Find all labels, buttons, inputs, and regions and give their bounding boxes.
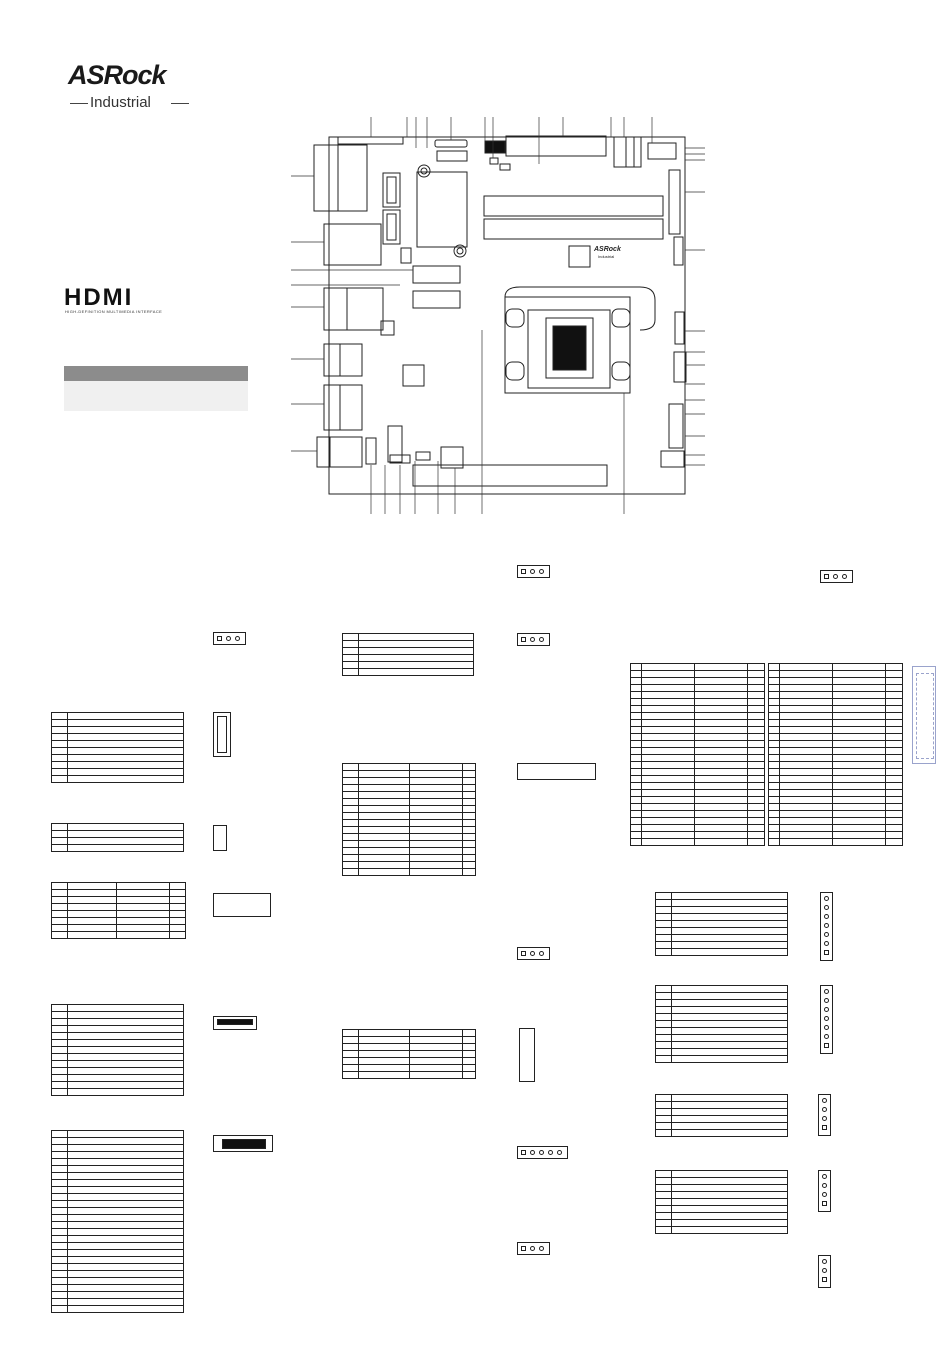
header-7pin-vertical-icon (820, 892, 833, 961)
header-4pin-vertical-icon (818, 1170, 831, 1212)
header-4pin-vertical-icon (818, 1094, 831, 1136)
front-panel-header-icon (517, 763, 596, 780)
board-silkscreen-sub: Industrial (598, 254, 615, 259)
pin-table (342, 633, 474, 676)
header-7pin-vertical-icon (820, 985, 833, 1054)
usb-header (614, 137, 634, 167)
pin-table (655, 985, 788, 1063)
sata-connector-inner (217, 716, 227, 753)
right-header-long (669, 170, 680, 234)
jumper-3pin-icon (213, 632, 246, 645)
m2-module (417, 172, 467, 247)
pin-table (51, 1004, 184, 1096)
lvds-connector-fill (222, 1139, 266, 1149)
board-outline (329, 137, 685, 494)
power-2pin-icon (213, 825, 227, 851)
header-a (437, 151, 467, 161)
pin-table (51, 1130, 184, 1313)
header-row-top (506, 136, 606, 156)
io-port-4 (324, 344, 362, 376)
chipset (569, 246, 590, 267)
jumper-3pin-icon (517, 947, 550, 960)
hdmi-logo: HDMI (64, 284, 134, 311)
pin-table (342, 763, 476, 876)
pin-table (342, 1029, 476, 1079)
dimm-slot-2 (484, 219, 663, 239)
chip-1 (413, 266, 460, 283)
hdmi-tagline: HIGH-DEFINITION MULTIMEDIA INTERFACE (65, 309, 163, 314)
top-header-1 (338, 137, 403, 144)
pin-table (51, 882, 186, 939)
header-black (485, 141, 505, 153)
io-port-1 (314, 145, 367, 211)
sata-1 (383, 173, 400, 207)
pin-table (630, 663, 765, 846)
io-port-6 (317, 437, 362, 467)
pin-table (655, 1170, 788, 1234)
io-port-3 (324, 288, 383, 330)
header-5pin-icon (517, 1146, 568, 1159)
chip-2 (413, 291, 460, 308)
asrock-logo: ASRock (68, 60, 166, 90)
pin-table (768, 663, 903, 846)
jumper-3pin-icon (517, 1242, 550, 1255)
usb-header-icon (519, 1028, 535, 1082)
board-silkscreen-text: ASRock (594, 246, 621, 253)
header-3pin-vertical-icon (818, 1255, 831, 1288)
pin-table (655, 892, 788, 956)
jumper-3pin-icon (517, 633, 550, 646)
dimm-slot-1 (484, 196, 663, 216)
sata-2 (383, 210, 400, 244)
pin-table (51, 712, 184, 783)
logo-industrial-text: Industrial (90, 94, 151, 111)
pin-table (51, 823, 184, 852)
io-port-2 (324, 224, 381, 265)
header-10pin-icon (213, 893, 271, 917)
io-port-5 (324, 385, 362, 430)
header-right-top (648, 143, 676, 159)
chip-3 (403, 365, 424, 386)
jumper-3pin-icon (820, 570, 853, 583)
pinout-strip (912, 666, 936, 764)
jumper-3pin-icon (517, 565, 550, 578)
edp-connector-fill (217, 1019, 253, 1025)
pin-table (655, 1094, 788, 1137)
